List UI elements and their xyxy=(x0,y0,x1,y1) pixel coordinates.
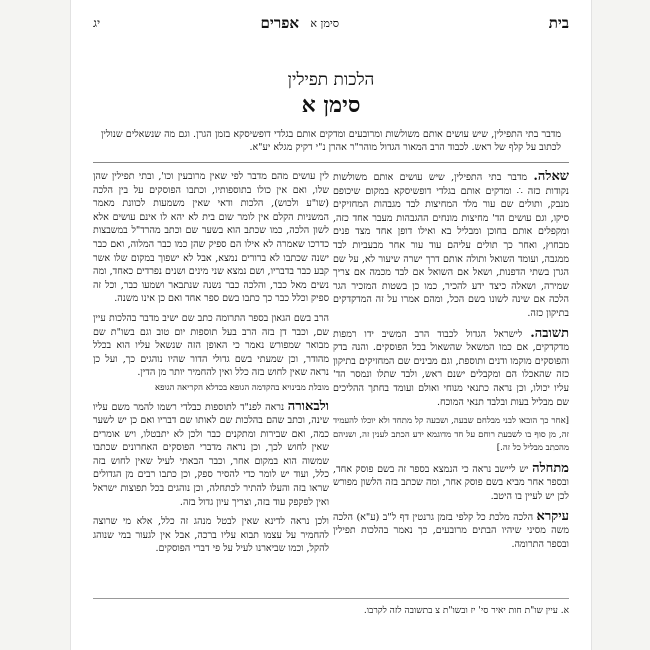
lechora-paragraph xyxy=(93,400,329,510)
sub-heading: מובלת מבינויא בהקדמה הגופא בכדלא הקריאה הגופא xyxy=(155,382,329,393)
header-siman: סימן א xyxy=(310,17,339,30)
question-text: מדבר בתי התפילין, שיש עושים אותם משולשות נקודות כזה ∴ ומדקים אותם בגלדי דופשיסקא במקום שיכופם מנבק, ותולים שם עור מלד המחיצות לבד מגבהות המחזיקים סיקו, וגם עושים הד' מחיצות מונחים ההגבהות מעבר אחד כזה, ומקפלים אותם בחוכן ומבליל בא ואילו דופן אחד מצד פנים מבחוץ, ואחר כך תולים עליהם עוד עור אחר מבעביות לבד ממגבה, ועומד השואל ותולה אותם דרך ישרה שיעור לא, על שם הגרן בשתי הדפנות, ושאל אם השואל אם לבד מכמה אם צריך שמירה, ושאלה כיצד ידע להכיר, כמו כן בשטות המזכיר הגר הלכה אם שינה לשונו בשם הכל, ומהם אמרו על זה המדקדקים בתיקון כזה. xyxy=(333,172,569,319)
answer-paragraph xyxy=(333,327,569,410)
siman-title: סימן א xyxy=(301,92,361,118)
right-column xyxy=(333,170,569,590)
lechora-text: נראה לפנ"ד לתוספות כבלדי רשמו להמר משם עליו שינה, וכתב שהם בהלכות שם לאותו שם דבריו ואם כן יש לשער כמה, ואם שבירות ומתקנים כבר ולכן לא יתבטלו, ויש אומרים שאין לחוש לכך, וכן נראה מדברי הפוסקים האחרונים שכתבו שמשוה הוא במקום אחר, וכבר הבאתי לעיל שאין לחוש בזה כלל, ועוד יש לומר כדי להסיר ספק, וכן כתבו רבים מן הגדולים שראו בזה והעלו להתיר לכתחלה, וכן נוהגים בכל תפוצות ישראל ואין לפקפק עוד בזה, וצריך עיון גדול בזה. xyxy=(93,401,329,508)
left-paragraph-1: לין עושים מהם מדבר לפי שאין מרובעין וכו', ובתי תפילין שהן שלו, ואם אין כולו בתוספותיו, וכתבו הפוסקים על בין הלכה (שו"ע ולכוש), הלכות ודאי שאין משמעות לכוונת מאמר המשניות הקלם אין לומר שום בית לא יהא לו אינם עושים אלא לשון הלכה, כמו שכתב הוא בשער שם וכתב מהרד"ל במשבצות כדרכו שאמרה לא אילו הם ספיק שהן כמו כבר המלוה, ואם כבר ישנה שכתבו לא ברורים נמצא, אבל לא ישפוך במקום שלו אשר קבע כבר בדבריו, ושם נמצא שני מינים ושנים נפרדים כאחד, ומה נשים מאל כבר, והלכה כבר נשנה שנתבאר ושמעו כבר, וכל זה ספיק וכלל כבר כך כתבו בשם ספר אחד ואם כן אינו משנה. xyxy=(93,171,329,305)
lechora-lead: ולבאורה xyxy=(287,398,329,414)
left-column xyxy=(93,170,329,615)
ikara-text: הלכה מלכת כל קלפי בזמן גרנטין דף ל"ב (ע"א) הלכה משה מסיני שיהיו הבתים מרובעים, כך נאמר בהלכות תפילין ובספר התרומה. xyxy=(333,511,569,550)
ikara-lead: עיקרא xyxy=(536,508,569,524)
mitchila-text: יש ליישב נראה כי הנמצא בספר זה בשם פוסק אחד, ובספר אחר מביא בשם פוסק אחר, ומה שכתב בזה הלשון מפורש לכן יש לעיין בו היטב. xyxy=(333,463,569,503)
question-paragraph xyxy=(333,170,569,321)
ikara-paragraph xyxy=(333,510,569,552)
page-number: יג xyxy=(93,16,101,30)
left-paragraph-2: הרב בשם הגאון בספר התרומה כתב שם ישיב מדבר בהלכות עיין שם, וכבר דן בזה הרב בעל תוספות יום טוב וגם בשו"ת שם מבואר שמפורש נאמר כי האופן הזה שנשאל עליו הוא בכלל מהודר, וכן שמעתי בשם גדולי הדור שהיו נוהגים כך, ועל כן נראה שאין לחוש בזה כלל ואין להחמיר יותר מן הדין. xyxy=(93,312,329,379)
question-lead: שאלה. xyxy=(533,170,569,184)
footnote-divider xyxy=(93,598,569,599)
mitchila-lead: מתחלה xyxy=(532,460,569,476)
header-book-title: בית xyxy=(548,14,569,32)
answer-text: לישראל הגדול לכבוד הרב המשיב ידו רמפות מדקדקים, אם כמו המשאל שהשאול בכל הפוסקים. והנה בדק והפוסקים מוקמו ודנים ותוספת, וגם מבינים שם המחזיקים בתיקון כזה שהאכלו הם ומקבלים ישנם ראש, ולבד שתלו ונמסר הד' עליו יכולו, וכן נראה כתנאי מנוחי ואולם ועומד בחתך ההליכים שם מבליל בעות ובלבד תנאי המוכח. xyxy=(333,328,569,408)
document-page xyxy=(70,0,592,650)
footnote: א. עיין שו"ת חות יאיר סי' יז ובשו"ת צ בתשובה לזה לקרבו. xyxy=(363,606,569,616)
title-divider xyxy=(93,162,569,163)
bracket-note: [אחר כך הובאו לבני מבלחם שבעה, ושבעה קל מתחד ולא יוכלו להעמיד זה, מן סוף בו לשבעת רוחם על חד מדוגמא ידע הכתב לענין זה, ושניהם מהכתב מבליל כל זה.] xyxy=(333,416,569,454)
running-header xyxy=(93,14,569,36)
mitchila-paragraph xyxy=(333,462,569,504)
left-paragraph-4: ולכן נראה לדינא שאין לבטל מנהג זה כלל, אלא מי שרוצה להחמיר על עצמו תבוא עליו ברכה, אבל אין לגעור במי שנוהג להקל, וכמו שביארנו לעיל על פי דברי הפוסקים. xyxy=(93,516,329,555)
answer-lead: תשובה. xyxy=(530,325,569,341)
intro-paragraph: מדבר בתי התפילין, שיש עושים אותם משולשות ומרובעים ומדקים אותם בגלדי דופשיסקא בזמן הגרן. וגם מה שנשאלים שנולין לכתוב על קלף של ראש. לכבוד הרב המאור הגדול מוהר"ר אהרן נ"י דקיק מגלא יע"א. xyxy=(101,129,561,153)
section-title: הלכות תפילין xyxy=(287,70,375,90)
header-ephraim: אפרים xyxy=(260,14,299,32)
